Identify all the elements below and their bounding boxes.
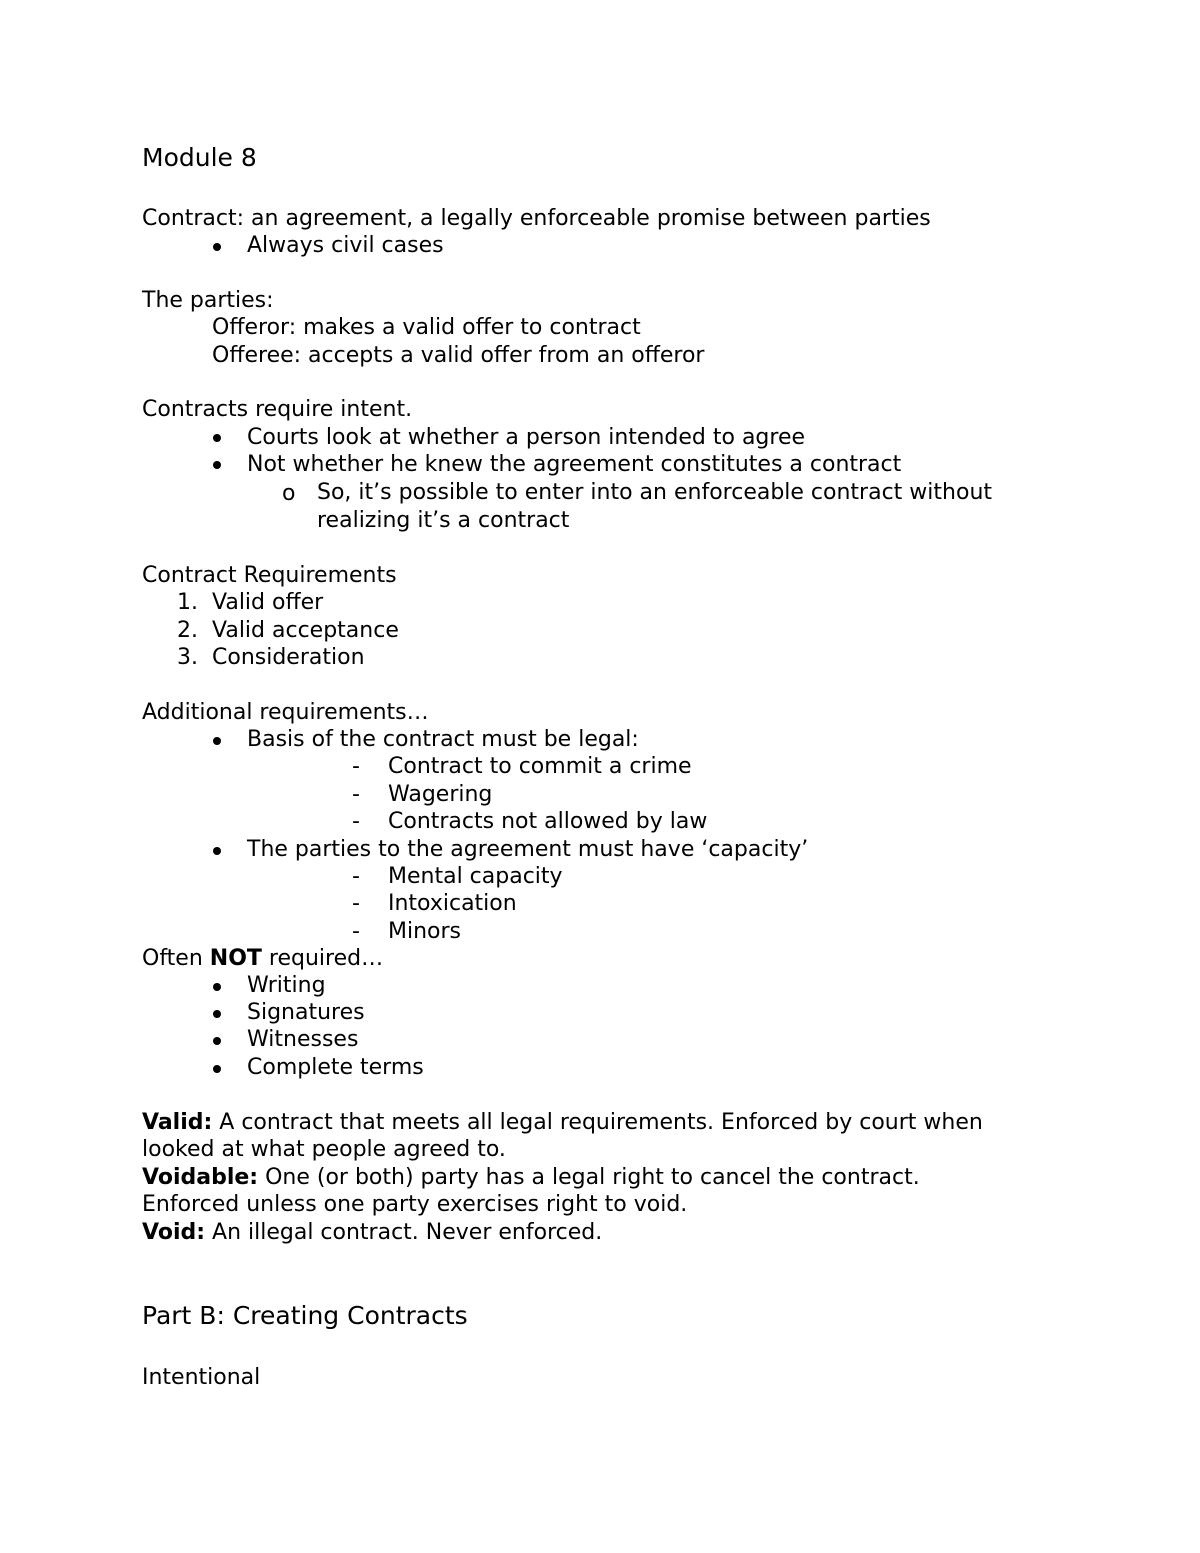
dash-icon: -	[352, 919, 360, 944]
void-label: Void:	[142, 1220, 206, 1245]
list-number: 1.	[177, 590, 198, 615]
often-item: Complete terms	[247, 1055, 424, 1080]
bullet-icon	[213, 1037, 221, 1045]
dash-icon: -	[352, 754, 360, 779]
offeree-definition: Offeree: accepts a valid offer from an offeror	[212, 343, 705, 368]
often-bold: NOT	[209, 946, 262, 971]
intentional-heading: Intentional	[142, 1365, 261, 1390]
bullet-icon	[213, 434, 221, 442]
valid-definition-line1	[142, 1109, 983, 1137]
voidable-definition-line1	[142, 1164, 920, 1192]
intent-sub-item-line1: So, it’s possible to enter into an enforceable contract without	[317, 480, 993, 505]
valid-label: Valid:	[142, 1110, 213, 1135]
often-prefix: Often	[142, 946, 210, 971]
contract-bullet: Always civil cases	[247, 233, 444, 258]
often-heading	[142, 945, 383, 973]
dash-icon: -	[352, 782, 360, 807]
intent-sub-item-line2: realizing it’s a contract	[317, 508, 570, 533]
bullet-icon	[213, 847, 221, 855]
bullet-icon	[213, 243, 221, 251]
capacity-sub-item: Mental capacity	[388, 864, 563, 889]
dash-icon: -	[352, 891, 360, 916]
often-item: Signatures	[247, 1000, 365, 1025]
legal-sub-item: Wagering	[388, 782, 493, 807]
valid-text: A contract that meets all legal requirements. Enforced by court when	[212, 1110, 983, 1135]
legal-sub-item: Contract to commit a crime	[388, 754, 692, 779]
requirement-item: Valid offer	[212, 590, 324, 615]
voidable-label: Voidable:	[142, 1165, 259, 1190]
intent-bullet: Not whether he knew the agreement constitutes a contract	[247, 452, 902, 477]
legal-bullet: Basis of the contract must be legal:	[247, 727, 639, 752]
often-suffix: required…	[261, 946, 384, 971]
list-number: 2.	[177, 618, 198, 643]
capacity-sub-item: Minors	[388, 919, 462, 944]
void-definition	[142, 1219, 602, 1247]
additional-heading: Additional requirements…	[142, 700, 429, 725]
requirement-item: Consideration	[212, 645, 365, 670]
page-title: Module 8	[142, 143, 257, 172]
legal-sub-item: Contracts not allowed by law	[388, 809, 708, 834]
bullet-icon	[213, 1065, 221, 1073]
dash-icon: -	[352, 809, 360, 834]
offeror-definition: Offeror: makes a valid offer to contract	[212, 315, 641, 340]
bullet-icon	[213, 461, 221, 469]
capacity-bullet: The parties to the agreement must have ‘capacity’	[247, 837, 809, 862]
section-heading: Part B: Creating Contracts	[142, 1301, 468, 1330]
intent-heading: Contracts require intent.	[142, 397, 413, 422]
circle-bullet-icon: o	[282, 481, 296, 506]
bullet-icon	[213, 737, 221, 745]
list-number: 3.	[177, 645, 198, 670]
voidable-text: One (or both) party has a legal right to cancel the contract.	[258, 1165, 920, 1190]
void-text: An illegal contract. Never enforced.	[205, 1220, 603, 1245]
contract-definition: Contract: an agreement, a legally enforceable promise between parties	[142, 206, 931, 231]
requirements-heading: Contract Requirements	[142, 563, 397, 588]
intent-bullet: Courts look at whether a person intended to agree	[247, 425, 806, 450]
often-item: Witnesses	[247, 1027, 359, 1052]
valid-definition-line2: looked at what people agreed to.	[142, 1137, 506, 1162]
dash-icon: -	[352, 864, 360, 889]
bullet-icon	[213, 1010, 221, 1018]
capacity-sub-item: Intoxication	[388, 891, 517, 916]
requirement-item: Valid acceptance	[212, 618, 399, 643]
often-item: Writing	[247, 973, 326, 998]
parties-heading: The parties:	[142, 288, 274, 313]
bullet-icon	[213, 983, 221, 991]
voidable-definition-line2: Enforced unless one party exercises right to void.	[142, 1192, 688, 1217]
